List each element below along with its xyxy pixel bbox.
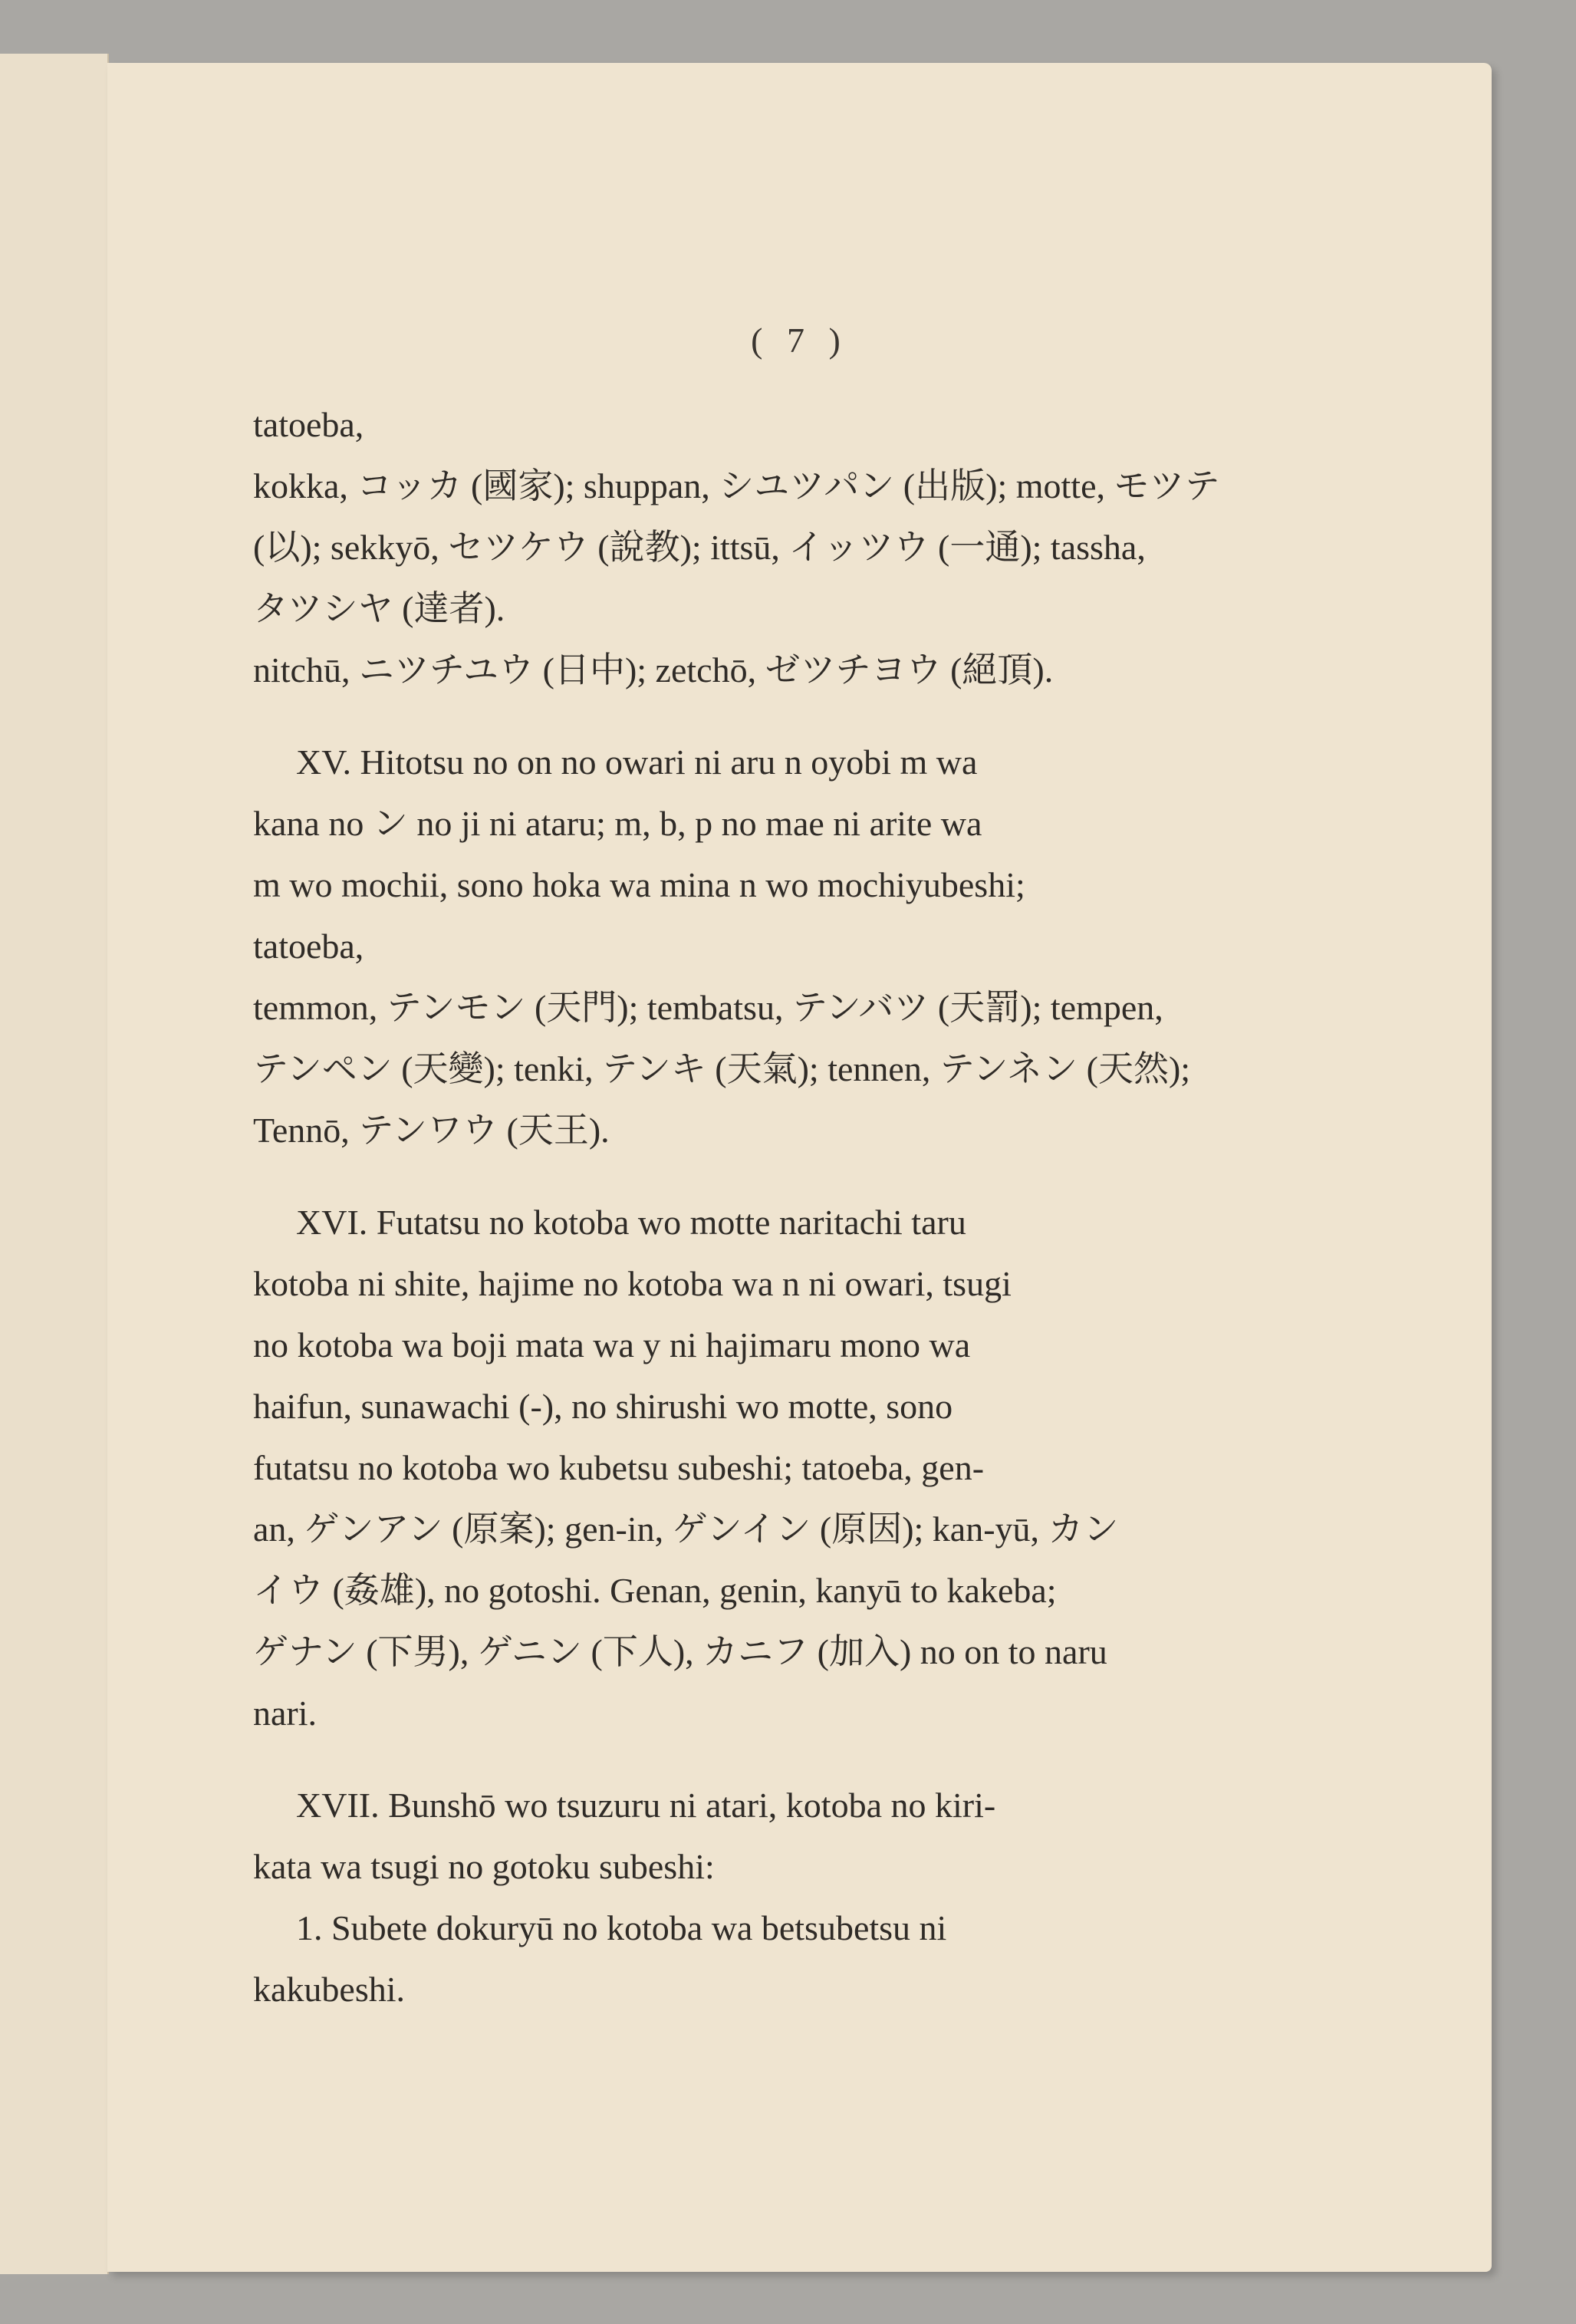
list-item-line: 1. Subete dokuryū no kotoba wa betsubetsu ni (296, 1908, 947, 1947)
text-line: an, ゲンアン (原案); gen-in, ゲンイン (原因); kan-yū, カン (253, 1509, 1119, 1549)
text-line: no kotoba wa boji mata wa y ni hajimaru mono wa (253, 1325, 971, 1364)
section-heading-line: XVI. Futatsu no kotoba wo motte naritachi taru (296, 1203, 966, 1242)
text-line: nari. (253, 1694, 318, 1733)
text-line: イウ (姦雄), no gotoshi. Genan, genin, kanyū to kakeba; (253, 1571, 1057, 1610)
text-line: nitchū, ニツチユウ (日中); zetchō, ゼツチヨウ (絕頂). (253, 650, 1054, 690)
text-line: kotoba ni shite, hajime no kotoba wa n ni owari, tsugi (253, 1264, 1012, 1303)
text-line: kokka, コッカ (國家); shuppan, シユツパン (出版); motte, モツテ (253, 466, 1220, 505)
text-line: kakubeshi. (253, 1970, 406, 2009)
text-line: (以); sekkyō, セツケウ (說教); ittsū, イッツウ (一通); tassha, (253, 528, 1146, 567)
text-line: tatoeba, (253, 927, 364, 966)
text-line: haifun, sunawachi (-), no shirushi wo motte, sono (253, 1387, 953, 1426)
text-line: futatsu no kotoba wo kubetsu subeshi; tatoeba, gen- (253, 1448, 985, 1487)
book-page (107, 63, 1492, 2272)
page-number: ( 7 ) (751, 321, 848, 360)
text-line: kana no ン no ji ni ataru; m, b, p no mae ni arite wa (253, 804, 982, 843)
text-line: ゲナン (下男), ゲニン (下人), カニフ (加入) no on to naru (253, 1632, 1107, 1671)
text-line: テンペン (天變); tenki, テンキ (天氣); tennen, テンネン (天然); (253, 1049, 1191, 1088)
section-heading-line: XV. Hitotsu no on no owari ni aru n oyobi m wa (296, 742, 978, 782)
text-line: Tennō, テンワウ (天王). (253, 1111, 610, 1150)
page-body (253, 394, 1281, 2020)
text-line: tatoeba, (253, 405, 364, 444)
facing-page-edge (0, 54, 109, 2274)
text-line: タツシヤ (達者). (253, 589, 505, 628)
text-line: temmon, テンモン (天門); tembatsu, テンバツ (天罰); tempen, (253, 988, 1163, 1027)
text-line: m wo mochii, sono hoka wa mina n wo mochiyubeshi; (253, 865, 1025, 904)
section-heading-line: XVII. Bunshō wo tsuzuru ni atari, kotoba no kiri- (296, 1786, 996, 1825)
text-line: kata wa tsugi no gotoku subeshi: (253, 1847, 715, 1886)
